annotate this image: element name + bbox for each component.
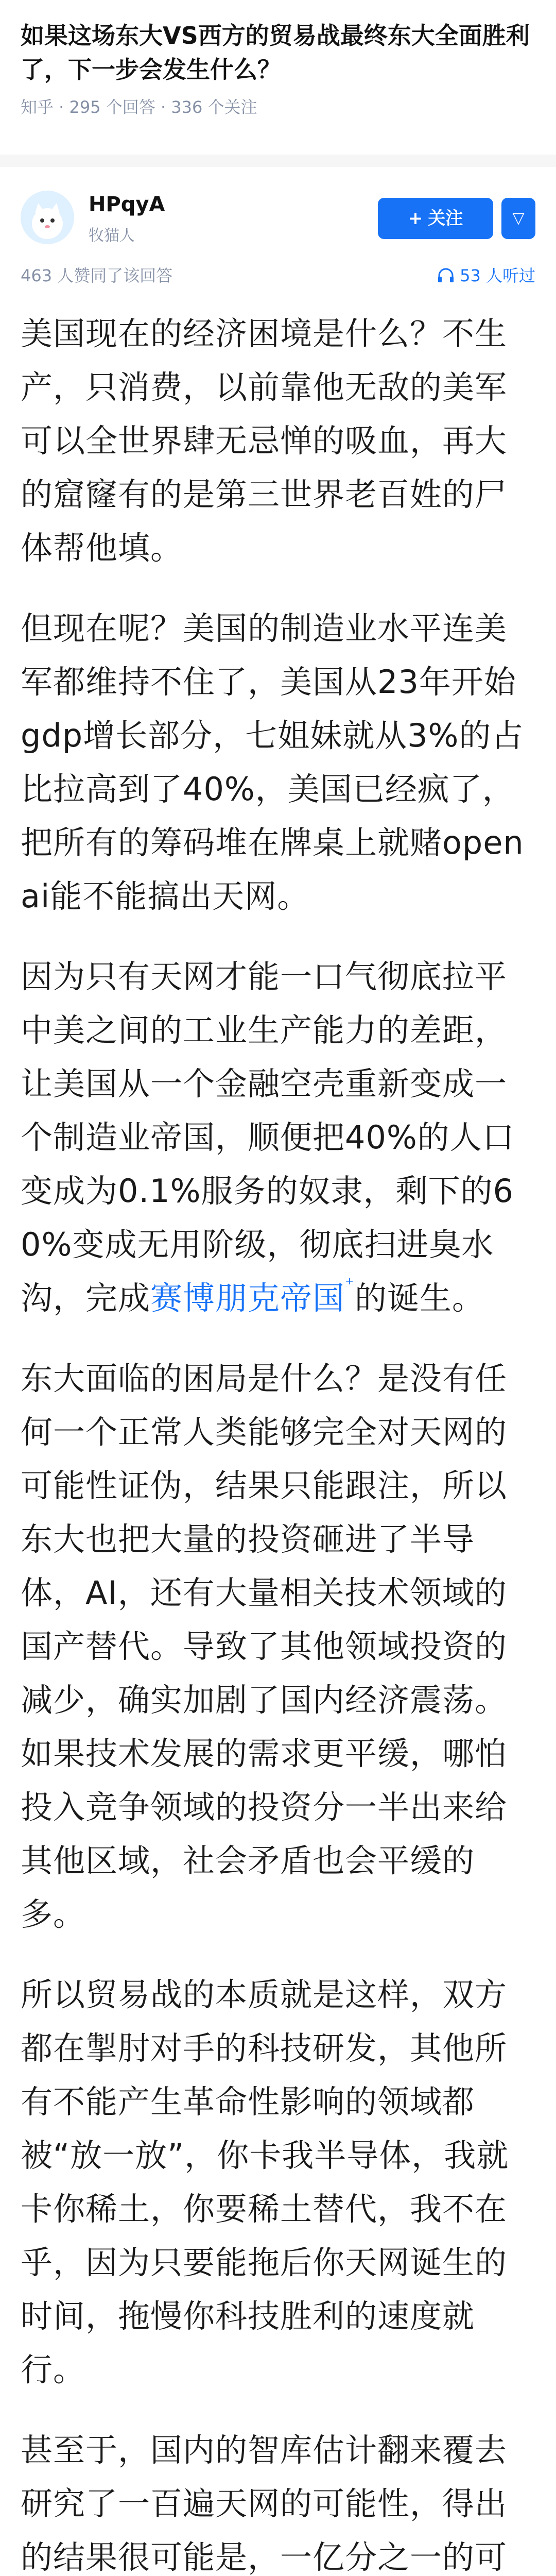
plus-icon: + [408, 208, 423, 229]
answer-paragraph [21, 307, 535, 575]
follow-label: 关注 [428, 208, 463, 229]
paragraph-text: 因为只有天网才能一口气彻底拉平中美之间的工业生产能力的差距，让美国从一个金融空壳重新变成一个制造业帝国，顺便把40%的人口变成为0.1%服务的奴隶，剩下的60%变成无用阶级，彻底扫进臭水沟，完成 [21, 958, 515, 1317]
author-name[interactable]: HPqyA [89, 193, 165, 216]
question-header [21, 19, 535, 118]
author-card [21, 191, 535, 252]
avatar[interactable] [21, 191, 74, 244]
paragraph-text: 东大面临的困局是什么？是没有任何一个正常人类能够完全对天网的可能性证伪，结果只能跟注，所以东大也把大量的投资砸进了半导体，AI，还有大量相关技术领域的国产替代。导致了其他领域投资的减少，确实加剧了国内经济震荡。如果技术发展的需求更平缓，哪怕投入竞争领域的投资分一半出来给其他区域，社会矛盾也会平缓的多。 [21, 1360, 508, 1933]
question-meta: 知乎 · 295 个回答 · 336 个关注 [21, 97, 257, 117]
headphones-icon [437, 268, 455, 283]
answer-paragraph [21, 1968, 535, 2397]
section-divider [0, 155, 556, 167]
listen-count[interactable] [437, 263, 535, 286]
answer-paragraph [21, 1352, 535, 1941]
answer-stats [21, 263, 535, 285]
paragraph-text: 但现在呢？美国的制造业水平连美军都维持不住了，美国从23年开始gdp增长部分，七姐妹就从3%的占比拉高到了40%，美国已经疯了，把所有的筹码堆在牌桌上就赌openai能不能搞出天网。 [21, 609, 524, 915]
question-title[interactable]: 如果这场东大VS西方的贸易战最终东大全面胜利了，下一步会发生什么？ [21, 22, 530, 83]
listen-count-text: 53 人听过 [460, 266, 535, 285]
answer-paragraph [21, 950, 535, 1325]
answer-content [21, 307, 535, 2576]
author-bio: 牧猫人 [89, 227, 135, 245]
answer-paragraph [21, 602, 535, 923]
paragraph-text: 美国现在的经济困境是什么？不生产，只消费，以前靠他无敌的美军可以全世界肆无忌惮的吸血，再大的窟窿有的是第三世界老百姓的尸体帮他填。 [21, 315, 508, 567]
paragraph-text: 所以贸易战的本质就是这样，双方都在掣肘对手的科技研发，其他所有不能产生革命性影响的领域都被“放一放”，你卡我半导体，我就卡你稀土，你要稀土替代，我不在乎，因为只要能拖后你天网诞生的时间，拖慢你科技胜利的速度就行。 [21, 1976, 509, 2388]
like-count: 463 人赞同了该回答 [21, 266, 173, 285]
paragraph-text: 的诞生。 [354, 1279, 484, 1317]
more-options-button[interactable] [501, 198, 535, 239]
chevron-down-icon: ▽ [512, 209, 525, 227]
follow-button[interactable] [378, 198, 493, 239]
answer-paragraph [21, 2424, 535, 2576]
avatar-image [21, 191, 74, 244]
paragraph-text: 甚至于，国内的智库估计翻来覆去研究了一百遍天网的可能性，得出的结果很可能是，一亿分之一的可 [21, 2431, 508, 2576]
search-link[interactable]: 赛博朋克帝国 [150, 1279, 345, 1317]
search-link-marker-icon[interactable]: ⁺ [345, 1274, 355, 1295]
